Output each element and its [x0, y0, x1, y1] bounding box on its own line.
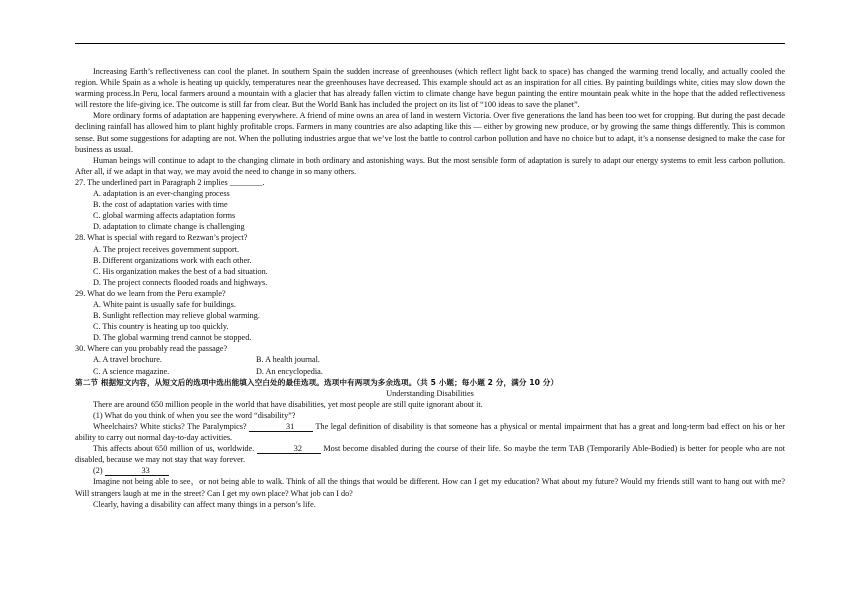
option-c: C. global warming affects adaptation forms [93, 211, 236, 221]
header-rule [75, 43, 785, 44]
text-segment: The legal definition of disability is that someone has a physical or mental impairment that has a great and long-term bad effect on his or her ability to carry out normal day-to-day activities. [75, 422, 785, 443]
passage-paragraph-1: Increasing Earth’s reflectiveness can cool the planet. In southern Spain the sudden increase of greenhouses (which reflect light back to space) has changed the warming trend locally, and actually cooled the region. While Spain as a whole is heating up quickly, temperatures near the greenhouses have decreased. This example should act as an inspiration for all cities. By painting buildings white, cities may slow down the warming process.In Peru, local farmers around a mountain with a glacier that has already fallen victim to climate change have begun painting the entire mountain peak white in the hope that the added reflectiveness will restore the life-giving ice. The outcome is still far from clear. But the World Bank has included the project on its list of “100 ideas to save the planet”. [75, 67, 785, 110]
blank-33: 33 [105, 466, 169, 476]
passage2-paragraph-3 [75, 443, 785, 465]
question-stem: 28. What is special with regard to Rezwan’s project? [75, 233, 248, 243]
option-a: A. The project receives government support. [93, 244, 240, 254]
passage2-paragraph-2 [75, 421, 785, 443]
option-row [75, 366, 785, 377]
option-b: B. A health journal. [256, 355, 320, 365]
option-c: C. His organization makes the best of a bad situation. [93, 266, 268, 276]
exam-page [75, 66, 785, 510]
blank-label: (2) [93, 466, 105, 476]
option-row [75, 354, 785, 365]
text-segment: This affects about 650 million of us, worldwide. [93, 444, 257, 454]
question-stem: 30. Where can you probably read the passage? [75, 344, 228, 354]
blank-32: 32 [257, 444, 321, 454]
option-b: B. the cost of adaptation varies with time [93, 200, 228, 210]
option-c: C. This country is heating up too quickly. [93, 322, 229, 332]
blank-31: 31 [249, 422, 313, 432]
option-b: B. Sunlight reflection may relieve global warming. [93, 311, 260, 321]
passage2-paragraph-1: There are around 650 million people in the world that have disabilities, yet most people are still quite ignorant about it. [93, 399, 483, 409]
option-d: D. adaptation to climate change is challenging [93, 222, 245, 232]
text-segment: Wheelchairs? White sticks? The Paralympics? [93, 422, 250, 431]
option-c: C. A science magazine. [93, 366, 170, 376]
passage-title: Understanding Disabilities [386, 388, 474, 398]
option-a: A. White paint is usually safe for buildings. [93, 299, 236, 309]
passage2-paragraph-4 [75, 465, 785, 476]
passage-paragraph-3: Human beings will continue to adapt to the changing climate in both ordinary and astonishing ways. But the most sensible form of adaptation is surely to adapt our energy systems to emit less carbon pollution. After all, if we adapt in that way, we may avoid the need to change in so many others. [75, 155, 785, 176]
option-d: D. The global warming trend cannot be stopped. [93, 333, 252, 343]
text-segment: Most become disabled during the course of their life. So maybe the term TAB (Temporarily Able-Bodied) is better for people who are not disabled, because we may not stay that way forever. [75, 444, 786, 465]
option-a: A. A travel brochure. [93, 355, 162, 365]
option-d: D. An encyclopedia. [256, 366, 323, 376]
option-b: B. Different organizations work with each other. [93, 255, 252, 265]
question-30 [75, 343, 785, 376]
passage2-paragraph-6: Clearly, having a disability can affect many things in a person’s life. [93, 499, 316, 509]
passage-paragraph-2: More ordinary forms of adaptation are happening everywhere. A friend of mine owns an area of land in western Victoria. Over five generations the land has been too wet for cropping. But during the past decade declining rainfall has allowed him to plant highly profitable crops. Farmers in many countries are also adapting like this — either by growing new produce, or by growing the same things differently. This is common sense. But some suggestions for adapting are not. When the polluting industries argue that we’ve lost the battle to control carbon pollution and have no choice but to adapt, it’s a nonsense designed to make the case for business as usual. [75, 111, 785, 154]
question-27 [75, 177, 785, 232]
passage2-paragraph-5: Imagine not being able to see，or not being able to walk. Think of all the things that would be different. How can I get my education? What about my future? Would my friends still want to hang out with me? Will strangers laugh at me in the street? Can I get my own place? What job can I do? [75, 477, 785, 498]
question-29 [75, 288, 785, 343]
option-a: A. adaptation is an ever-changing process [93, 189, 230, 199]
option-d: D. The project connects flooded roads and highways. [93, 277, 268, 287]
question-stem: 27. The underlined part in Paragraph 2 implies ________. [75, 177, 265, 187]
question-stem: 29. What do we learn from the Peru example? [75, 288, 226, 298]
question-28 [75, 232, 785, 287]
passage2-question-1: (1) What do you think of when you see the word “disability”? [93, 410, 296, 420]
section-heading: 第二节 根据短文内容，从短文后的选项中选出能填入空白处的最佳选项。选项中有两项为多余选项。（共 5 小题；每小题 2 分，满分 10 分） [75, 377, 559, 387]
